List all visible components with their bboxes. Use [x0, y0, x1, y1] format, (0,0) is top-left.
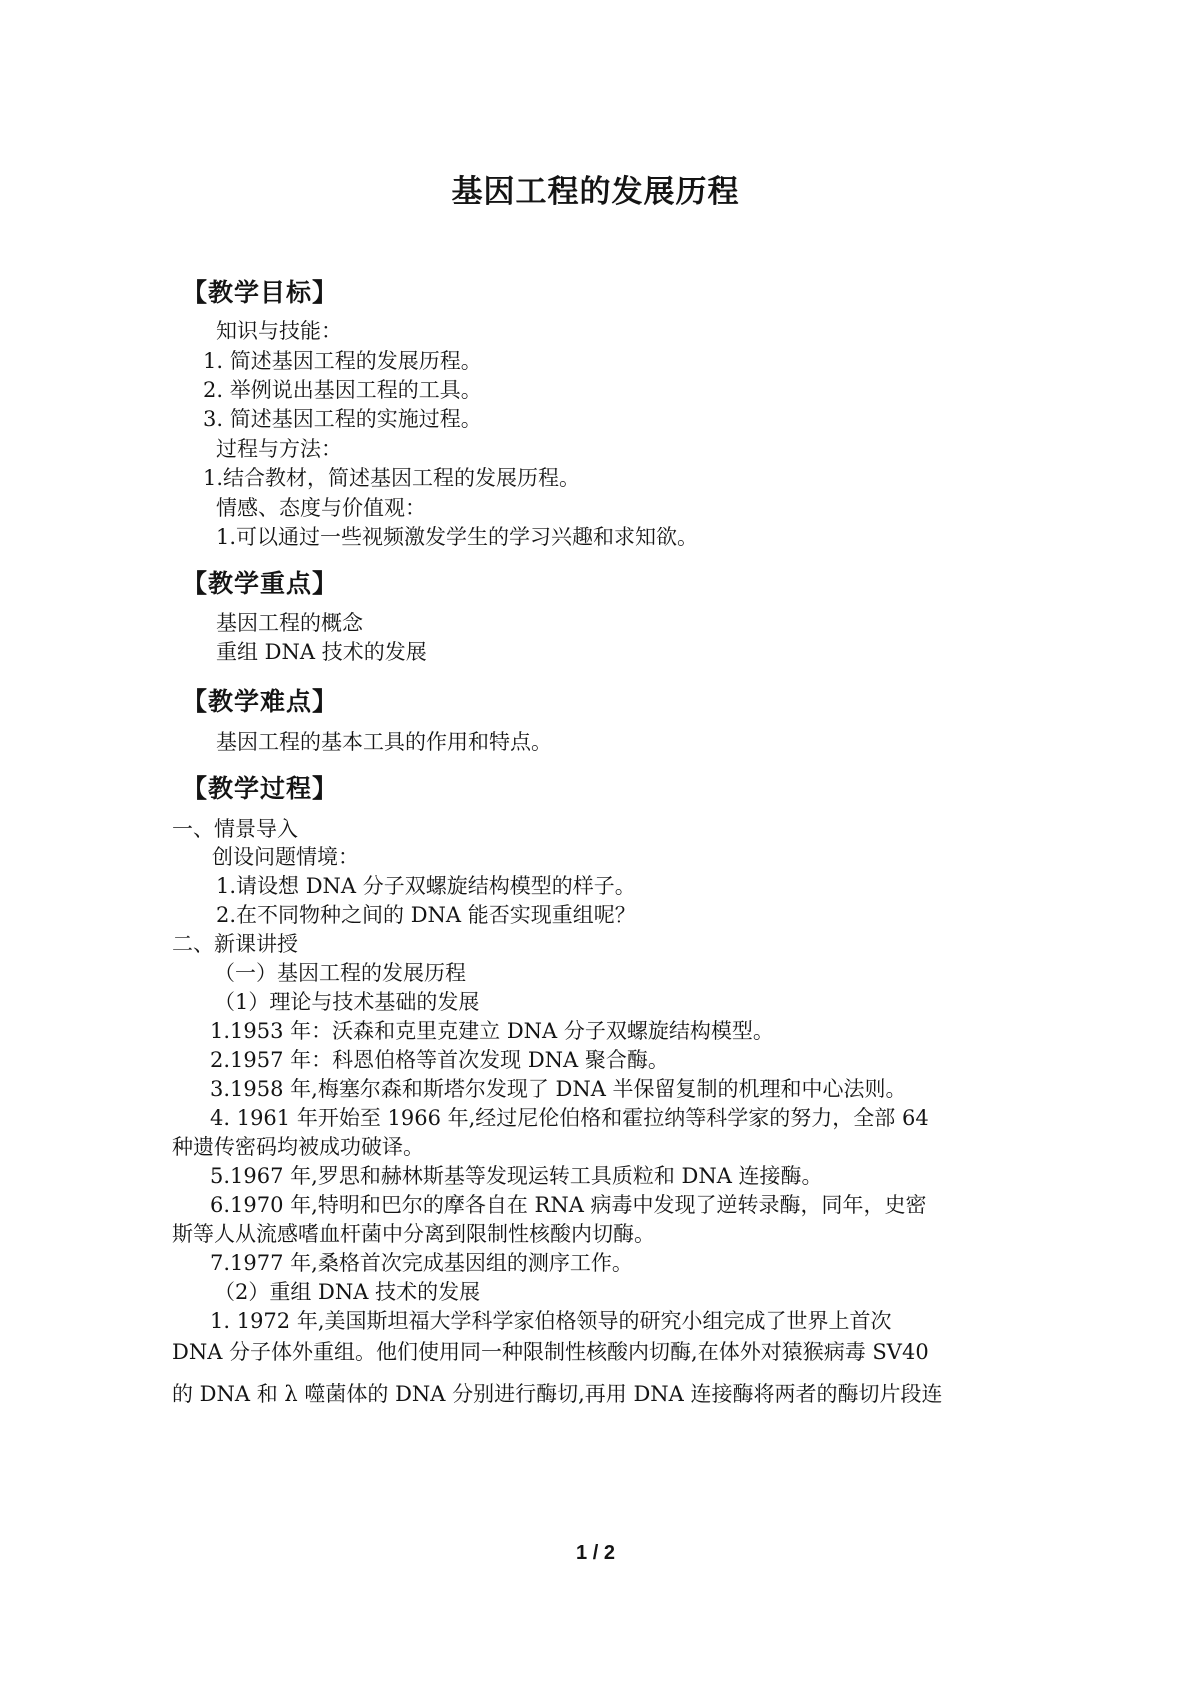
history-line: 斯等人从流感嗜血杆菌中分离到限制性核酸内切酶。: [172, 1222, 655, 1246]
part2-sub1: （一）基因工程的发展历程: [214, 961, 466, 985]
recombinant-line: 1. 1972 年,美国斯坦福大学科学家伯格领导的研究小组完成了世界上首次: [210, 1309, 892, 1333]
history-line: 种遗传密码均被成功破译。: [172, 1135, 424, 1159]
history-line: 5.1967 年,罗思和赫林斯基等发现运转工具质粒和 DNA 连接酶。: [210, 1164, 823, 1188]
knowledge-label: 知识与技能：: [216, 319, 342, 343]
recombinant-line: 的 DNA 和 λ 噬菌体的 DNA 分别进行酶切,再用 DNA 连接酶将两者的酶切片段连: [172, 1382, 943, 1406]
knowledge-item: 1. 简述基因工程的发展历程。: [203, 349, 482, 373]
part2-sub2: （1）理论与技术基础的发展: [214, 990, 480, 1014]
difficulty-item: 基因工程的基本工具的作用和特点。: [216, 730, 552, 754]
history-line: 1.1953 年：沃森和克里克建立 DNA 分子双螺旋结构模型。: [210, 1019, 774, 1043]
knowledge-item: 3. 简述基因工程的实施过程。: [203, 407, 482, 431]
part1-sub: 创设问题情境：: [212, 845, 359, 869]
process-label: 过程与方法：: [216, 437, 342, 461]
part2-label: 二、新课讲授: [172, 932, 298, 956]
part2-sub3: （2）重组 DNA 技术的发展: [214, 1280, 481, 1304]
key-point-item: 重组 DNA 技术的发展: [216, 640, 427, 664]
history-line: 3.1958 年,梅塞尔森和斯塔尔发现了 DNA 半保留复制的机理和中心法则。: [210, 1077, 907, 1101]
process-item: 1.结合教材，简述基因工程的发展历程。: [203, 466, 581, 490]
knowledge-item: 2. 举例说出基因工程的工具。: [203, 378, 482, 402]
key-points-heading: 【教学重点】: [182, 569, 339, 598]
history-line: 2.1957 年：科恩伯格等首次发现 DNA 聚合酶。: [210, 1048, 669, 1072]
part1-item: 1.请设想 DNA 分子双螺旋结构模型的样子。: [216, 874, 636, 898]
part1-item: 2.在不同物种之间的 DNA 能否实现重组呢？: [216, 903, 636, 927]
page-number: 1 / 2: [576, 1542, 615, 1564]
history-line: 4. 1961 年开始至 1966 年,经过尼伦伯格和霍拉纳等科学家的努力，全部 64: [210, 1106, 929, 1130]
part1-label: 一、情景导入: [172, 817, 298, 841]
history-line: 6.1970 年,特明和巴尔的摩各自在 RNA 病毒中发现了逆转录酶，同年，史密: [210, 1193, 927, 1217]
emotion-item: 1.可以通过一些视频激发学生的学习兴趣和求知欲。: [216, 525, 699, 549]
document-title: 基因工程的发展历程: [451, 174, 740, 210]
difficulties-heading: 【教学难点】: [182, 687, 339, 716]
recombinant-line: DNA 分子体外重组。他们使用同一种限制性核酸内切酶,在体外对猿猴病毒 SV40: [172, 1340, 929, 1364]
objectives-heading: 【教学目标】: [182, 278, 339, 307]
process-heading: 【教学过程】: [182, 774, 339, 803]
emotion-label: 情感、态度与价值观：: [216, 496, 426, 520]
key-point-item: 基因工程的概念: [216, 611, 363, 635]
history-line: 7.1977 年,桑格首次完成基因组的测序工作。: [210, 1251, 633, 1275]
